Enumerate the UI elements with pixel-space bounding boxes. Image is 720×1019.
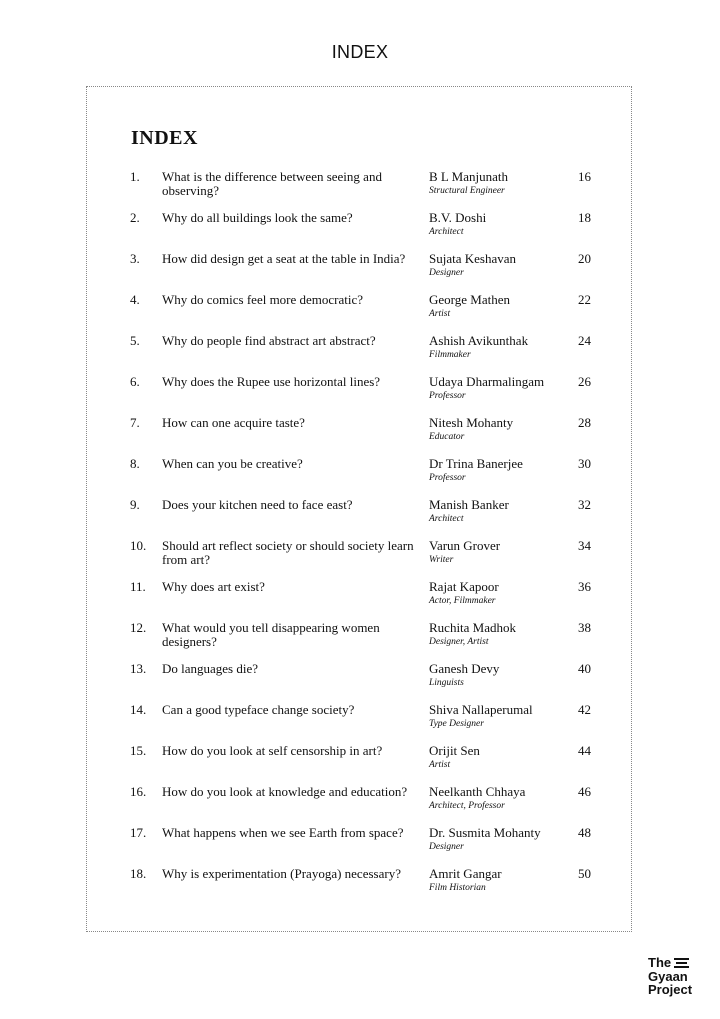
- entry-contributor: [429, 539, 579, 566]
- entry-number: 10.: [130, 538, 147, 553]
- entry-contributor: [429, 457, 579, 484]
- contributor-name: Nitesh Mohanty: [429, 415, 514, 430]
- entry-page-number: 36: [578, 579, 591, 594]
- contributor-role: Artist: [429, 760, 451, 770]
- contributor-role: Professor: [429, 473, 466, 483]
- contributor-role: Designer: [429, 842, 464, 852]
- contributor-name: Manish Banker: [429, 497, 509, 512]
- entry-number: 5.: [130, 333, 140, 348]
- contributor-role: Designer, Artist: [429, 637, 489, 647]
- entry-page-number: 26: [578, 374, 591, 389]
- entry-number: 1.: [130, 169, 140, 184]
- contributor-role: Structural Engineer: [429, 186, 505, 196]
- entry-contributor: [429, 703, 579, 730]
- contributor-role: Designer: [429, 268, 464, 278]
- entry-question: What happens when we see Earth from space?: [162, 825, 404, 840]
- entry-page-number: 48: [578, 825, 591, 840]
- entry-number: 4.: [130, 292, 140, 307]
- entry-number: 9.: [130, 497, 140, 512]
- entry-page-number: 38: [578, 620, 591, 635]
- index-entry: [87, 703, 631, 744]
- index-entry: [87, 252, 631, 293]
- entry-contributor: [429, 375, 579, 402]
- contributor-name: Ganesh Devy: [429, 661, 500, 676]
- entry-number: 15.: [130, 743, 147, 758]
- index-entry: [87, 580, 631, 621]
- entry-number: 3.: [130, 251, 140, 266]
- contributor-name: Amrit Gangar: [429, 866, 502, 881]
- index-entry: [87, 744, 631, 785]
- logo-line-3: Project: [648, 982, 693, 998]
- entry-contributor: [429, 170, 579, 197]
- contributor-name: Shiva Nallaperumal: [429, 702, 533, 717]
- entry-number: 11.: [130, 579, 146, 594]
- contributor-name: Neelkanth Chhaya: [429, 784, 526, 799]
- entry-contributor: [429, 826, 579, 853]
- index-entry: [87, 498, 631, 539]
- logo-line-2: Gyaan: [648, 969, 688, 985]
- entry-question: Why does art exist?: [162, 579, 265, 594]
- entry-question: Do languages die?: [162, 661, 259, 676]
- entry-contributor: [429, 211, 579, 238]
- contributor-name: Sujata Keshavan: [429, 251, 517, 266]
- entry-page-number: 24: [578, 333, 591, 348]
- the-gyaan-project-logo: [648, 956, 704, 996]
- entry-contributor: [429, 580, 579, 607]
- entry-question: What would you tell disappearing women designers?: [162, 620, 380, 649]
- contributor-name: Orijit Sen: [429, 743, 480, 758]
- entry-contributor: [429, 334, 579, 361]
- index-title: INDEX: [131, 127, 198, 149]
- entry-number: 2.: [130, 210, 140, 225]
- index-entry: [87, 826, 631, 867]
- entry-contributor: [429, 293, 579, 320]
- contributor-name: Rajat Kapoor: [429, 579, 499, 594]
- contributor-name: Ruchita Madhok: [429, 620, 517, 635]
- contributor-role: Type Designer: [429, 719, 484, 729]
- index-entry: [87, 334, 631, 375]
- entry-contributor: [429, 785, 579, 812]
- entry-contributor: [429, 498, 579, 525]
- entry-question: What is the difference between seeing and observing?: [162, 169, 382, 198]
- entry-contributor: [429, 867, 579, 894]
- index-frame: [86, 86, 632, 932]
- contributor-role: Writer: [429, 555, 454, 565]
- contributor-role: Film Historian: [429, 883, 486, 893]
- entry-page-number: 28: [578, 415, 591, 430]
- entry-number: 14.: [130, 702, 147, 717]
- entry-page-number: 16: [578, 169, 591, 184]
- entry-contributor: [429, 621, 579, 648]
- index-entry: [87, 170, 631, 211]
- entry-number: 7.: [130, 415, 140, 430]
- contributor-role: Architect: [429, 514, 464, 524]
- index-entry: [87, 867, 631, 908]
- index-entry: [87, 621, 631, 662]
- logo-line-1: The: [648, 956, 704, 970]
- index-entry: [87, 293, 631, 334]
- contributor-name: Varun Grover: [429, 538, 501, 553]
- contributor-role: Architect: [429, 227, 464, 237]
- entry-page-number: 50: [578, 866, 591, 881]
- index-entry: [87, 375, 631, 416]
- entry-question: Can a good typeface change society?: [162, 702, 355, 717]
- contributor-role: Linguists: [429, 678, 464, 688]
- entry-question: How can one acquire taste?: [162, 415, 305, 430]
- contributor-role: Professor: [429, 391, 466, 401]
- contributor-name: Dr Trina Banerjee: [429, 456, 523, 471]
- entry-contributor: [429, 416, 579, 443]
- entry-contributor: [429, 252, 579, 279]
- entry-number: 18.: [130, 866, 147, 881]
- entry-question: How do you look at self censorship in art?: [162, 743, 383, 758]
- entry-question: When can you be creative?: [162, 456, 303, 471]
- entry-page-number: 18: [578, 210, 591, 225]
- entry-contributor: [429, 744, 579, 771]
- entry-number: 6.: [130, 374, 140, 389]
- index-entry: [87, 539, 631, 580]
- entry-question: How did design get a seat at the table in India?: [162, 251, 406, 266]
- entry-page-number: 40: [578, 661, 591, 676]
- index-entry: [87, 211, 631, 252]
- index-entry: [87, 785, 631, 826]
- entry-page-number: 30: [578, 456, 591, 471]
- contributor-role: Actor, Filmmaker: [429, 596, 496, 606]
- contributor-name: B L Manjunath: [429, 169, 508, 184]
- index-entry: [87, 457, 631, 498]
- entry-number: 12.: [130, 620, 147, 635]
- entry-page-number: 32: [578, 497, 591, 512]
- entry-number: 13.: [130, 661, 147, 676]
- entry-question: Why do people find abstract art abstract?: [162, 333, 376, 348]
- entry-question: Why do all buildings look the same?: [162, 210, 353, 225]
- entry-page-number: 42: [578, 702, 591, 717]
- contributor-role: Filmmaker: [429, 350, 471, 360]
- contributor-name: B.V. Doshi: [429, 210, 487, 225]
- entry-question: Why is experimentation (Prayoga) necessary?: [162, 866, 401, 881]
- entry-number: 16.: [130, 784, 147, 799]
- entry-question: Should art reflect society or should society learn from art?: [162, 538, 414, 567]
- entry-page-number: 34: [578, 538, 591, 553]
- contributor-name: George Mathen: [429, 292, 510, 307]
- entry-question: How do you look at knowledge and education?: [162, 784, 408, 799]
- contributor-name: Ashish Avikunthak: [429, 333, 529, 348]
- entry-page-number: 46: [578, 784, 591, 799]
- entry-page-number: 22: [578, 292, 591, 307]
- contributor-role: Artist: [429, 309, 451, 319]
- contributor-role: Educator: [429, 432, 465, 442]
- entry-question: Does your kitchen need to face east?: [162, 497, 353, 512]
- contributor-role: Architect, Professor: [429, 801, 505, 811]
- contributor-name: Dr. Susmita Mohanty: [429, 825, 541, 840]
- page-header-title: INDEX: [331, 42, 389, 62]
- entry-page-number: 20: [578, 251, 591, 266]
- entry-contributor: [429, 662, 579, 689]
- entry-question: Why does the Rupee use horizontal lines?: [162, 374, 381, 389]
- contributor-name: Udaya Dharmalingam: [429, 374, 545, 389]
- index-entry: [87, 416, 631, 457]
- entry-page-number: 44: [578, 743, 591, 758]
- entry-question: Why do comics feel more democratic?: [162, 292, 364, 307]
- entry-number: 17.: [130, 825, 147, 840]
- entry-number: 8.: [130, 456, 140, 471]
- index-entry: [87, 662, 631, 703]
